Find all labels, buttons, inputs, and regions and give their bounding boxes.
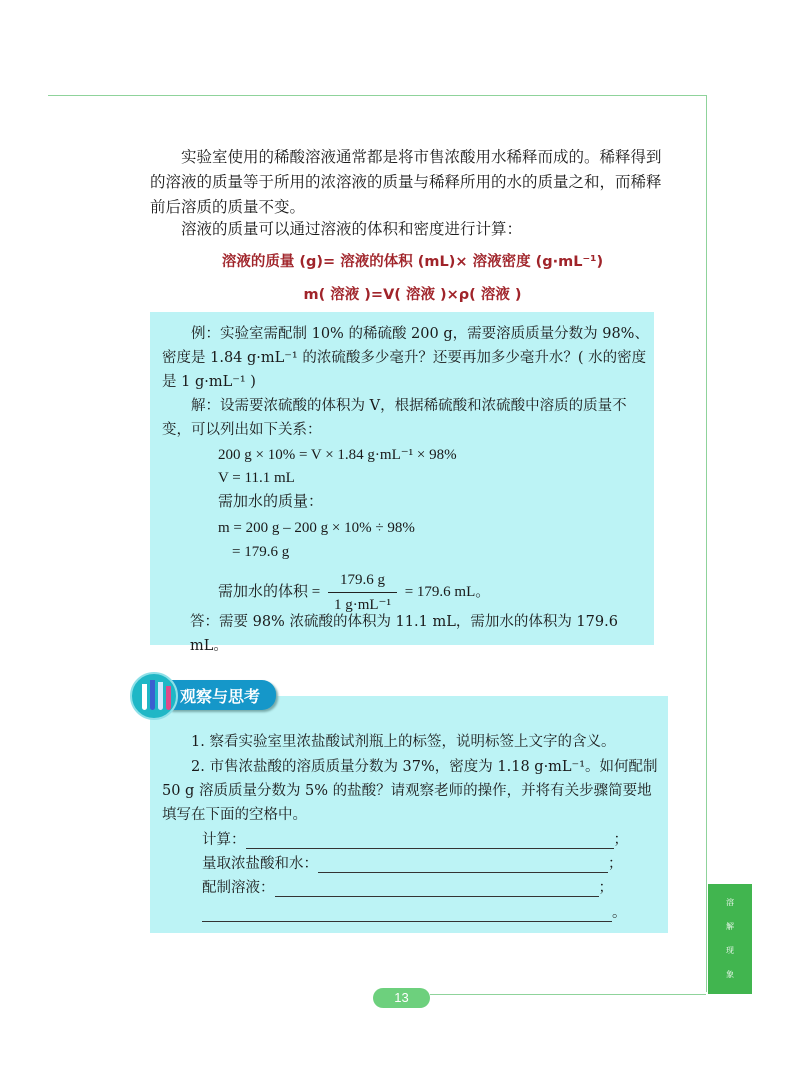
tube-pink [166,686,171,710]
fill-extra-blank[interactable] [202,907,612,922]
example-solution: 解：设需要浓硫酸的体积为 V，根据稀硫酸和浓硫酸中溶质的质量不变，可以列出如下关系： [162,398,627,438]
volume-result: = 179.6 mL。 [404,583,491,600]
fill-prepare-end: ； [598,880,613,896]
fill-extra-end: 。 [612,905,627,921]
observe-title: 观察与思考 [180,687,261,706]
fill-extra [202,901,627,922]
fill-measure-end: ； [608,856,623,872]
side-tab-char-1: 溶 [726,898,734,907]
side-tab-char-3: 现 [726,946,734,955]
formula-symbolic: m( 溶液 )=V( 溶液 )×ρ( 溶液 ) [303,287,522,303]
page-frame-bottom [430,994,706,995]
fill-calc-blank[interactable] [246,834,614,849]
equation-3: 需加水的质量： [218,494,324,510]
fill-measure-label: 量取浓盐酸和水： [202,856,318,872]
tube-light [158,682,163,710]
observe-header [130,672,278,720]
chapter-side-tab [708,884,752,994]
volume-prefix: 需加水的体积 = [218,583,321,600]
question-2: 2. 市售浓盐酸的溶质质量分数为 37%，密度为 1.18 g·mL⁻¹。如何配制 50 g 溶质质量分数为 5% 的盐酸？请观察老师的操作，并将有关步骤简要地填写在下面的空格中。 [162,759,658,823]
page-frame-right [706,95,707,992]
formula-mass: 溶液的质量 (g)= 溶液的体积 (mL)× 溶液密度 (g·mL⁻¹) [221,254,604,270]
example-answer: 答：需要 98% 浓硫酸的体积为 11.1 mL，需加水的体积为 179.6 mL。 [190,614,618,654]
equation-4: m = 200 g – 200 g × 10% ÷ 98% [218,520,415,536]
test-tubes-icon [130,672,178,720]
fill-measure-blank[interactable] [318,858,608,873]
intro-paragraph-1: 实验室使用的稀酸溶液通常都是将市售浓酸用水稀释而成的。稀释得到的溶液的质量等于所用的浓溶液的质量与稀释所用的水的质量之和，而稀释前后溶质的质量不变。 [150,148,662,216]
fraction-denominator: 1 g·mL⁻¹ [333,597,391,613]
example-question: 例：实验室需配制 10% 的稀硫酸 200 g，需要溶质质量分数为 98%、密度是 1.84 g·mL⁻¹ 的浓硫酸多少毫升？还要再加多少毫升水？( 水的密度是 1 g·mL⁻¹ ) [162,326,649,390]
fill-prepare [202,876,613,897]
intro-paragraph-2: 溶液的质量可以通过溶液的体积和密度进行计算： [181,220,523,238]
fill-prepare-blank[interactable] [275,882,599,897]
fill-measure [202,852,623,873]
fill-calc-end: ； [613,832,628,848]
side-tab-char-4: 象 [726,970,734,979]
fraction-numerator: 179.6 g [328,568,397,593]
equation-2: V = 11.1 mL [218,470,295,486]
fill-calc-label: 计算： [202,832,246,848]
equation-1: 200 g × 10% = V × 1.84 g·mL⁻¹ × 98% [218,447,457,463]
question-1: 1. 察看实验室里浓盐酸试剂瓶上的标签，说明标签上文字的含义。 [191,734,616,750]
page-frame-top [48,95,706,96]
fill-prepare-label: 配制溶液： [202,880,275,896]
tube-white [142,684,147,710]
fill-calc [202,828,628,849]
tube-blue [150,680,155,710]
equation-5: = 179.6 g [232,544,290,560]
page-number: 13 [373,988,430,1008]
side-tab-char-2: 解 [726,922,734,931]
